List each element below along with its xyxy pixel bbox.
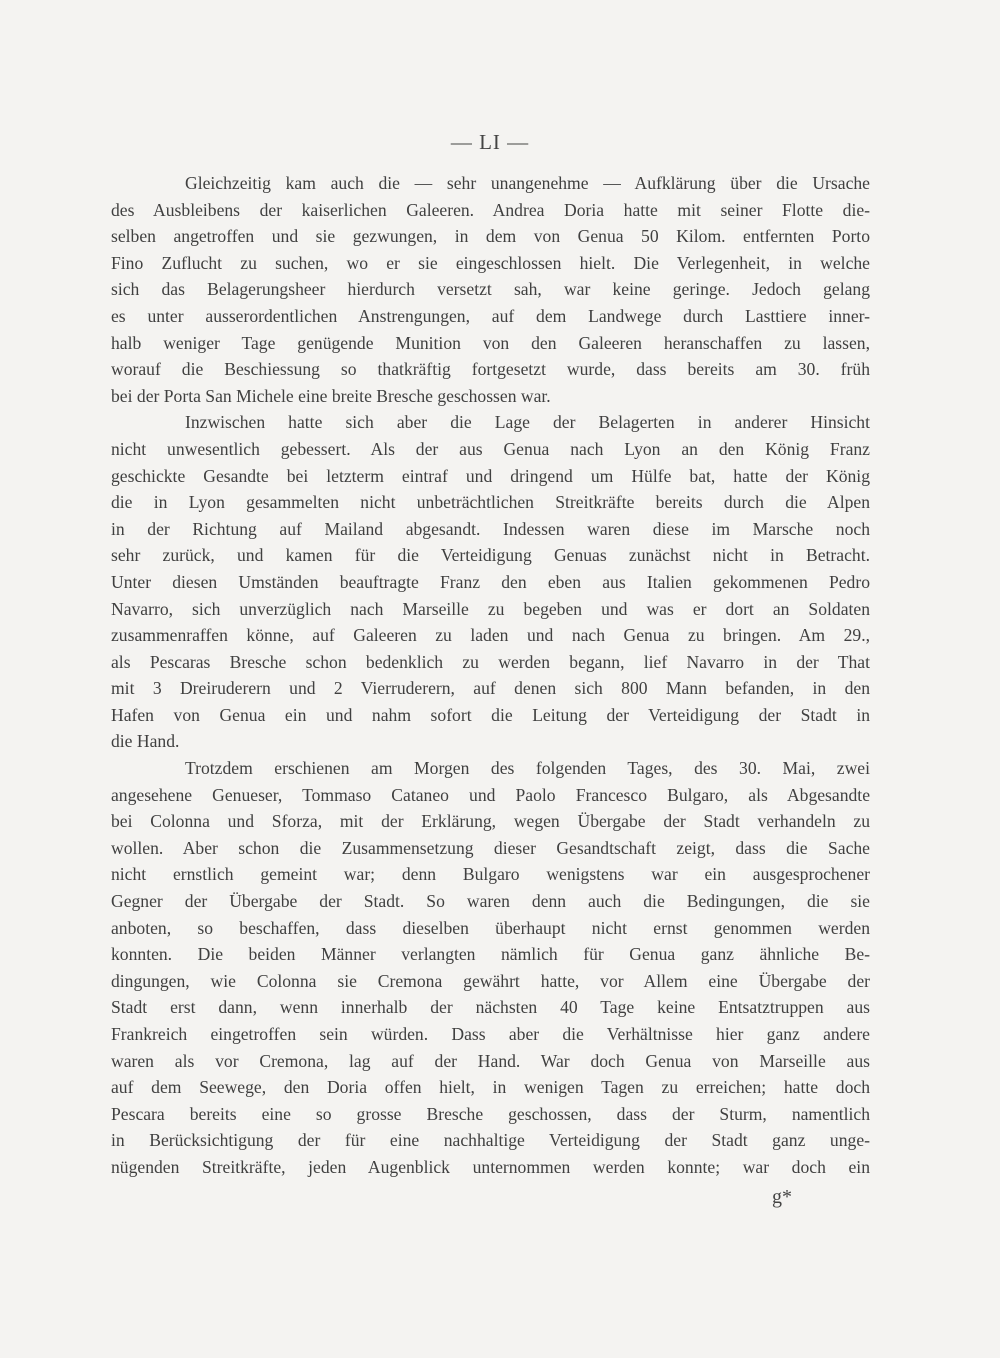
text-line: Navarro, sich unverzüglich nach Marseille zu begeben und was er dort an Soldaten (111, 598, 870, 619)
page-number: — LI — (450, 130, 530, 154)
text-line: anboten, so beschaffen, dass dieselben überhaupt nicht ernst genommen werden (111, 917, 870, 938)
text-line: die Hand. (111, 731, 180, 752)
text-line: Hafen von Genua ein und nahm sofort die Leitung der Verteidigung der Stadt in (111, 704, 870, 725)
text-line: worauf die Beschiessung so thatkräftig fortgesetzt wurde, dass bereits am 30. früh (111, 359, 870, 380)
paragraph-1 (111, 170, 870, 409)
text-line: konnten. Die beiden Männer verlangten nämlich für Genua ganz ähnliche Be- (111, 944, 870, 965)
text-line: zusammenraffen könne, auf Galeeren zu laden und nach Genua zu bringen. Am 29., (111, 625, 870, 646)
text-line: Frankreich eingetroffen sein würden. Dass aber die Verhältnisse hier ganz andere (111, 1024, 870, 1044)
text-line: waren als vor Cremona, lag auf der Hand. War doch Genua von Marseille aus (111, 1050, 870, 1071)
text-line: Fino Zuflucht zu suchen, wo er sie eingeschlossen hielt. Die Verlegenheit, in welche (111, 252, 870, 273)
text-line: bei Colonna und Sforza, mit der Erklärung, wegen Übergabe der Stadt verhandeln zu (111, 811, 870, 832)
text-line: wollen. Aber schon die Zusammensetzung dieser Gesandtschaft zeigt, dass die Sache (111, 837, 870, 858)
text-line: angesehene Genueser, Tommaso Cataneo und Paolo Francesco Bulgaro, als Abgesandte (111, 784, 870, 805)
signature-mark: g* (772, 1186, 792, 1208)
text-line: als Pescaras Bresche schon bedenklich zu werden begann, lief Navarro in der That (111, 651, 870, 672)
text-line: sehr zurück, und kamen für die Verteidigung Genuas zunächst nicht in Betracht. (111, 545, 870, 566)
text-line: Unter diesen Umständen beauftragte Franz den eben aus Italien gekommenen Pedro (111, 571, 870, 592)
text-line: nicht unwesentlich gebessert. Als der aus Genua nach Lyon an den König Franz (111, 438, 870, 459)
text-line: auf dem Seewege, den Doria offen hielt, in wenigen Tagen zu erreichen; hatte doch (111, 1077, 870, 1098)
text-line: selben angetroffen und sie gezwungen, in dem von Genua 50 Kilom. entfernten Porto (111, 226, 870, 247)
text-line: sich das Belagerungsheer hierdurch versetzt sah, war keine geringe. Jedoch gelang (111, 279, 870, 300)
text-line: in der Richtung auf Mailand abgesandt. Indessen waren diese im Marsche noch (111, 518, 870, 539)
text-line: nicht ernstlich gemeint war; denn Bulgaro wenigstens war ein ausgesprochener (111, 864, 870, 885)
text-line: in Berücksichtigung der für eine nachhaltige Verteidigung der Stadt ganz unge- (111, 1130, 870, 1151)
text-line: Pescara bereits eine so grosse Bresche geschossen, dass der Sturm, namentlich (111, 1103, 870, 1124)
paragraph-2 (111, 409, 870, 755)
body-text (111, 170, 870, 1181)
text-line: Inzwischen hatte sich aber die Lage der Belagerten in anderer Hinsicht (185, 412, 870, 433)
text-line: geschickte Gesandte bei letzterm eintraf und dringend um Hülfe bat, hatte der König (111, 465, 870, 486)
text-line: bei der Porta San Michele eine breite Bresche geschossen war. (111, 385, 551, 406)
text-line: Gleichzeitig kam auch die — sehr unangenehme — Aufklärung über die Ursache (185, 173, 870, 193)
text-line: Stadt erst dann, wenn innerhalb der nächsten 40 Tage keine Entsatztruppen aus (111, 997, 870, 1018)
text-line: halb weniger Tage genügende Munition von den Galeeren heranschaffen zu lassen, (111, 332, 870, 353)
text-line: des Ausbleibens der kaiserlichen Galeeren. Andrea Doria hatte mit seiner Flotte die- (111, 199, 870, 220)
paragraph-3 (111, 755, 870, 1181)
text-line: mit 3 Dreiruderern und 2 Vierruderern, auf denen sich 800 Mann befanden, in den (111, 678, 870, 699)
text-line: Trotzdem erschienen am Morgen des folgenden Tages, des 30. Mai, zwei (185, 758, 870, 779)
text-line: nügenden Streitkräfte, jeden Augenblick unternommen werden konnte; war doch ein (111, 1156, 870, 1177)
text-line: es unter ausserordentlichen Anstrengungen, auf dem Landwege durch Lasttiere inner- (111, 305, 870, 326)
text-line: die in Lyon gesammelten nicht unbeträchtlichen Streitkräfte bereits durch die Alpen (111, 492, 870, 513)
text-line: Gegner der Übergabe der Stadt. So waren denn auch die Bedingungen, die sie (111, 891, 870, 912)
text-line: dingungen, wie Colonna sie Cremona gewährt hatte, vor Allem eine Übergabe der (111, 970, 870, 991)
